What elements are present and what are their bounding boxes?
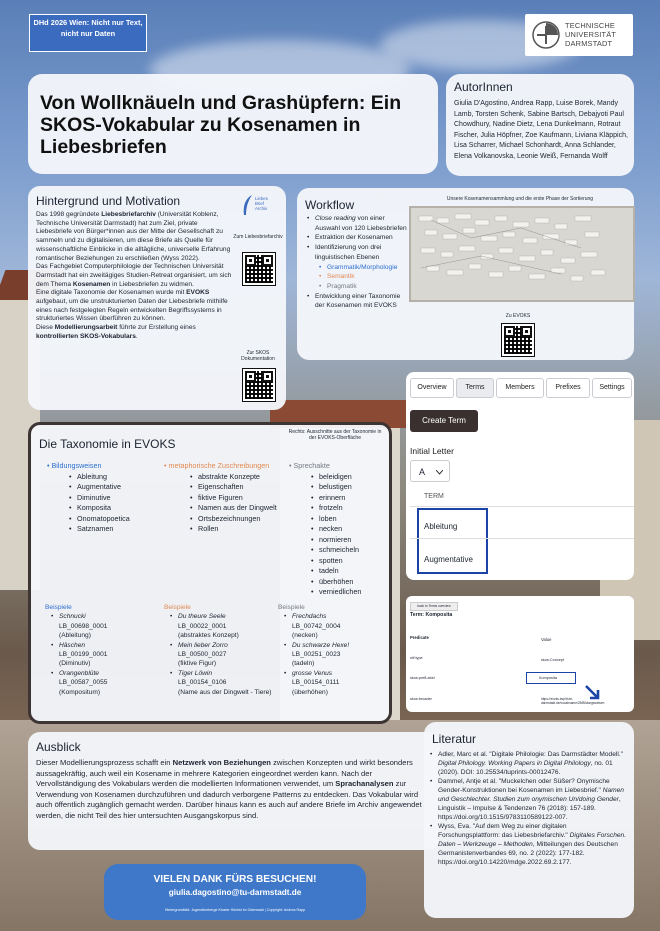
logo-line-1: TECHNISCHE: [565, 21, 616, 30]
tab-terms[interactable]: Terms: [456, 378, 494, 398]
logo-line-3: DARMSTADT: [565, 39, 613, 48]
example-id: LB_00154_0106: [178, 679, 227, 687]
outlook-e: zur Verwendung von Kosenamen durchzuführen und dadurch verborgene Patterns zu entdecken. Das Vokabular wird auch öffentlich zugänglich gemacht werden. Darüber hinaus kann es auch auf andere Briefe im Archiv angewendet werden, die nicht Teil des hier untersuchten Ausgangskorpus sind.: [36, 779, 422, 820]
qr-code-archive[interactable]: [243, 253, 275, 285]
workflow-heading: Workflow: [305, 198, 355, 212]
reference-item: [430, 750, 628, 777]
tab-prefixes[interactable]: Prefixes: [546, 378, 590, 398]
back-to-terms-button[interactable]: back to Terms overview: [410, 602, 458, 611]
col3-item: • belustigen: [311, 482, 385, 493]
taxonomy-heading: Die Taxonomie in EVOKS: [39, 437, 176, 451]
ref2-c: , Linguistik – Impulse & Tendenzen 76 (2018): 157-189. https://doi.org/10.1515/9783110589122-007.: [438, 796, 621, 821]
col1-title-text: Bildungsweisen: [51, 461, 102, 470]
detail-row-2-val: Komposita: [539, 676, 557, 680]
col2-item: • abstrakte Konzepte: [190, 472, 284, 483]
example-name: Frechdachs: [292, 613, 327, 621]
example-id: LB_00154_0111: [292, 679, 340, 687]
background-text: [36, 211, 232, 342]
example-name: Mein lieber Zorro: [178, 641, 228, 649]
col3-item: • frotzeln: [311, 503, 385, 514]
detail-term-title: Term: Komposita: [410, 612, 453, 618]
ref2-a: Dammel, Antje et al. "Muckelchen oder Süßer? Onymische Gender-Konstruktionen bei Kosenamen im Liebesbrief.": [438, 778, 610, 794]
col1-item: • Diminutive: [69, 493, 153, 504]
terms-highlight-box: [417, 508, 488, 574]
bg-p4a: Diese: [36, 324, 55, 332]
bg-p2a: Das Fachgebiet Computerphilologie der Technischen Universität Darmstadt hat ein zweitägiges Studien-Retreat organisiert, um sich dem Thema: [36, 263, 232, 288]
col1-item: • Onomatopoetica: [69, 514, 153, 525]
example-id: LB_00500_0027: [178, 651, 227, 659]
bg-p3a: Eine digitale Taxonomie der Kosenamen wurde mit: [36, 289, 187, 297]
bg-p2b: Kosenamen: [72, 280, 111, 288]
example-cat: (tadeln): [292, 660, 315, 668]
col1-item: • Komposita: [69, 503, 153, 514]
example-cat: (necken): [292, 632, 318, 640]
detail-row-3-pred: skos:broader: [410, 697, 432, 701]
photo-credit: Hintergrundbild: Jugendherberge Kloster Höchst im Odenwald | Copyright: Andrea Rapp: [164, 908, 306, 912]
ref3-a: Wyss, Eva. "Auf dem Weg zu einer digitalen Forschungsplattform: das Liebesbriefarchiv.": [438, 823, 570, 839]
initial-letter-label: Initial Letter: [410, 446, 454, 456]
value-header: Value: [541, 637, 552, 642]
workflow-sub-1: • Grammatik/Morphologie: [319, 263, 407, 273]
example-cat: (Ableitung): [59, 632, 91, 640]
event-badge: [29, 14, 147, 52]
ref3-c: , Mitteilungen des Deutschen Germanistenverbandes 69, no. 2 (2022): 177-182. https://doi.org/10.14220/mdge.2022.69.2.177.: [438, 841, 618, 866]
col2-list: [190, 472, 284, 535]
bg-p4d: kontrollierten SKOS-Vokabulars: [36, 332, 136, 340]
col3-item: • verniedlichen: [311, 587, 385, 598]
ref2-b: Namen und Geschlechter. Studien zum onymischen Un/doing Gender: [438, 787, 624, 803]
logo-line-2: UNIVERSITÄT: [565, 30, 617, 39]
evoks-detail-screenshot: [406, 596, 634, 712]
example-item: [170, 612, 280, 640]
col2-item: • Eigenschaften: [190, 482, 284, 493]
detail-row-1-pred: rdf:type: [410, 656, 423, 660]
bg-p4c: führte zur Erstellung eines: [117, 324, 196, 332]
example-id: LB_00022_0001: [178, 622, 227, 630]
bg-p1c: (Universität Koblenz, Technische Universität Darmstadt) hat zum Ziel, private Liebesbriefe von Bürger*innen aus der Mitte der Gesellschaft zu sammeln und zu digitalisieren, um diese Briefe als Quelle für wissenschaftliche Einblicke in die alltägliche, universelle Erfahrung romantischer Beziehungen zu erschließen (Wyss 2022).: [36, 211, 231, 262]
feather-icon: [242, 194, 254, 216]
col1-item: • Ableitung: [69, 472, 153, 483]
col1-item: • Satznamen: [69, 524, 153, 535]
reference-item: [430, 777, 628, 822]
workflow-item-2: • Extraktion der Kosenamen: [307, 233, 407, 243]
qr2-label: Zur SKOS Dokumentation: [241, 350, 275, 363]
workflow-item-1: [307, 214, 407, 233]
col3-title: • Sprechakte: [289, 461, 330, 470]
example-id: LB_00698_0001: [59, 622, 108, 630]
term-row-2[interactable]: Augmentative: [424, 555, 473, 564]
taxonomy-col-1: [47, 461, 153, 535]
tu-logo-mark: [531, 20, 561, 50]
sticky-notes-graphic: [411, 208, 629, 296]
col3-item: • loben: [311, 514, 385, 525]
taxonomy-col-2: [164, 461, 284, 535]
outlook-text: [36, 758, 432, 822]
reference-item: [430, 822, 628, 867]
letter-select-value: A: [419, 467, 426, 477]
examples-2-label: Beispiele: [164, 604, 191, 611]
example-item: [51, 641, 155, 669]
example-id: LB_00199_0001: [59, 651, 108, 659]
qr-code-skos[interactable]: [243, 369, 275, 401]
taxonomy-note: Rechts: Ausschnitte aus der Taxonomie in der EVOKS-Oberfläche: [288, 429, 382, 442]
ref1-a: Adler, Marc et al. "Digitale Philologie: Das Darmstädter Modell.": [438, 751, 623, 758]
workflow-sub-2: • Semantik: [319, 272, 407, 282]
examples-1-label: Beispiele: [45, 604, 72, 611]
ref1-b: Digital Philology. Working Papers in Digital Philology: [438, 760, 591, 767]
col3-title-text: Sprechakte: [293, 461, 330, 470]
outlook-panel: [28, 732, 440, 850]
literature-heading: Literatur: [432, 732, 477, 746]
tab-overview[interactable]: Overview: [410, 378, 454, 398]
col2-title: • metaphorische Zuschreibungen: [164, 461, 270, 470]
bg-p4e: .: [135, 332, 138, 340]
workflow-item-4: • Entwicklung einer Taxonomie der Kosenamen mit EVOKS: [307, 292, 407, 311]
col2-item: • Namen aus der Dingwelt: [190, 503, 284, 514]
taxonomy-col-3: [289, 461, 385, 598]
workflow-sub-3: • Pragmatik: [319, 282, 407, 292]
example-item: [284, 641, 386, 669]
example-item: [170, 669, 280, 697]
example-item: [51, 669, 155, 697]
col3-item: • erinnern: [311, 493, 385, 504]
create-term-button[interactable]: Create Term: [410, 410, 478, 432]
example-item: [284, 669, 386, 697]
literature-panel: [424, 722, 634, 918]
col3-item: • normieren: [311, 535, 385, 546]
detail-row-3-val: https://evoks.bsp/tt.de-darmstadt.de/vocabname/25/Bildungsweisen: [541, 697, 605, 705]
col3-item: • überhöhen: [311, 577, 385, 588]
example-cat: (Name aus der Dingwelt - Tiere): [178, 688, 272, 696]
detail-row-2-pred: skos:prefLabel: [410, 676, 435, 680]
col3-item: • schmeicheln: [311, 545, 385, 556]
example-cat: (abstraktes Konzept): [178, 632, 239, 640]
example-name: Schnucki: [59, 613, 86, 621]
background-panel: [28, 186, 286, 410]
workflow-item-1b: von einer Auswahl von 120 Liebesbriefen: [315, 215, 407, 232]
col1-title: • Bildungsweisen: [47, 461, 102, 470]
example-name: Orangenblüte: [59, 669, 99, 677]
authors-heading: AutorInnen: [454, 80, 513, 94]
qr-code-evoks[interactable]: [502, 324, 534, 356]
thanks-title: VIELEN DANK FÜRS BESUCHEN!: [153, 874, 317, 885]
examples-2: [164, 603, 280, 697]
thanks-banner: [104, 864, 366, 920]
arrow-down-right-icon: [584, 684, 602, 702]
col2-item: • Rollen: [190, 524, 284, 535]
archive-logo-text: Liebes Brief Archiv: [255, 196, 268, 212]
outlook-b: Netzwerk von Beziehungen: [172, 758, 271, 767]
bg-p2c: in Liebesbriefen zu widmen.: [110, 280, 194, 288]
examples-3: [278, 603, 386, 697]
example-name: Tiger Löwin: [178, 669, 213, 677]
example-cat: (fiktive Figur): [178, 660, 217, 668]
bg-p3b: EVOKS: [186, 289, 210, 297]
archive-logo: [242, 194, 278, 218]
tu-logo: [525, 14, 633, 56]
contact-email[interactable]: giulia.dagostino@tu-darmstadt.de: [168, 888, 302, 897]
col1-item: • Augmentative: [69, 482, 153, 493]
col3-item: • necken: [311, 524, 385, 535]
workflow-list: [307, 214, 407, 311]
bg-p1b: Liebesbriefarchiv: [101, 211, 156, 218]
photo-caption: Unsere Kosenamensammlung und die erste Phase der Sortierung: [446, 196, 594, 202]
authors-list: Giulia D'Agostino, Andrea Rapp, Luise Borek, Mandy Lamb, Torsten Schenk, Sabine Bartsch, Debajyoti Paul Chowdhury, Nadine Dietz, Lena Dunkelmann, Rotraut Fischer, Julia Höpfner, Zoe Kaufmann, Liviana Kläppich, Lisa Scharrer, Michael Schonhardt, Anna Schlander, Elena Volkanovska, Leonie Weiß, Fernanda Wolff: [454, 100, 628, 160]
workflow-item-1a: Close reading: [315, 215, 356, 222]
bg-p1a: Das 1998 gegründete: [36, 211, 102, 218]
taxonomy-panel: [28, 422, 392, 724]
title-panel: [28, 74, 438, 174]
col3-item: • tadeln: [311, 566, 385, 577]
outlook-heading: Ausblick: [36, 740, 81, 754]
col2-item: • fiktive Figuren: [190, 493, 284, 504]
examples-3-label: Beispiele: [278, 604, 305, 611]
tab-settings[interactable]: Settings: [592, 378, 632, 398]
evoks-terms-screenshot: [406, 372, 634, 580]
literature-list: [430, 750, 628, 867]
example-id: LB_00251_0023: [292, 651, 341, 659]
tab-members[interactable]: Members: [496, 378, 544, 398]
col1-list: [69, 472, 153, 535]
example-item: [170, 641, 280, 669]
col3-list: [311, 472, 385, 598]
background-heading: Hintergrund und Motivation: [36, 194, 181, 208]
outlook-a: Dieser Modellierungsprozess schafft ein: [36, 758, 173, 767]
authors-panel: [446, 74, 634, 176]
chevron-down-icon: [436, 470, 443, 475]
letter-select[interactable]: [410, 460, 450, 482]
term-row-1[interactable]: Ableitung: [424, 522, 458, 531]
workflow-item-3-text: Identifizierung von drei linguistischen Ebenen: [315, 244, 382, 261]
bg-p3c: aufgebaut, um die unstrukturierten Daten der Liebesbriefe mithilfe eines nach festgelegten Regeln entwickelten Begriffssystems in strukturiertes Wissen überführen zu können.: [36, 298, 228, 323]
example-name: Du schwarze Hexe!: [292, 641, 350, 649]
example-id: LB_00742_0004: [292, 622, 341, 630]
example-name: grosse Venus: [292, 669, 333, 677]
example-cat: (überhöhen): [292, 688, 328, 696]
example-name: Du theure Seele: [178, 613, 226, 621]
term-column-header: TERM: [424, 493, 444, 500]
example-item: [51, 612, 155, 640]
bg-p4b: Modellierungsarbeit: [54, 324, 118, 332]
qr1-label: Zum Liebesbriefarchiv: [233, 234, 283, 240]
example-cat: (Kompositum): [59, 688, 101, 696]
sorting-photo: [409, 206, 635, 302]
ref1-c: , no. 01 (2020). DOI: 10.25534/tuprints-00012476.: [438, 760, 613, 776]
page-title: Von Wollknäueln und Grashüpfern: Ein SKOS-Vokabular zu Kosenamen in Liebesbriefen: [40, 92, 402, 158]
example-name: Häschen: [59, 641, 86, 649]
evoks-qr-label: Zu EVOKS: [505, 313, 531, 319]
col3-item: • beleidigen: [311, 472, 385, 483]
example-id: LB_00587_0055: [59, 679, 108, 687]
outlook-c: zwischen Konzepten und wirkt besonders aussagekräftig, auch weil ein Kosename in mehrere Kategorien eingeordnet werden kann. Nach der Vervollständigung des Vokabulars werden die modellierten Informationen verwendet, um: [36, 758, 413, 789]
workflow-item-3: [307, 243, 407, 292]
ref3-b: Digitales Forschen. Daten – Werkzeuge – Methoden: [438, 832, 627, 848]
workflow-panel: [297, 188, 634, 360]
event-badge-text: DHd 2026 Wien: Nicht nur Text, nicht nur Daten: [33, 18, 143, 38]
col3-item: • spotten: [311, 556, 385, 567]
detail-row-1-val: skos:Concept: [541, 658, 565, 662]
col2-title-text: metaphorische Zuschreibungen: [168, 461, 270, 470]
examples-1: [45, 603, 155, 697]
predicate-header: Predicate: [410, 635, 429, 640]
example-item: [284, 612, 386, 640]
col2-item: • Ortsbezeichnungen: [190, 514, 284, 525]
outlook-d: Sprachanalysen: [335, 779, 394, 789]
example-cat: (Diminutiv): [59, 660, 91, 668]
